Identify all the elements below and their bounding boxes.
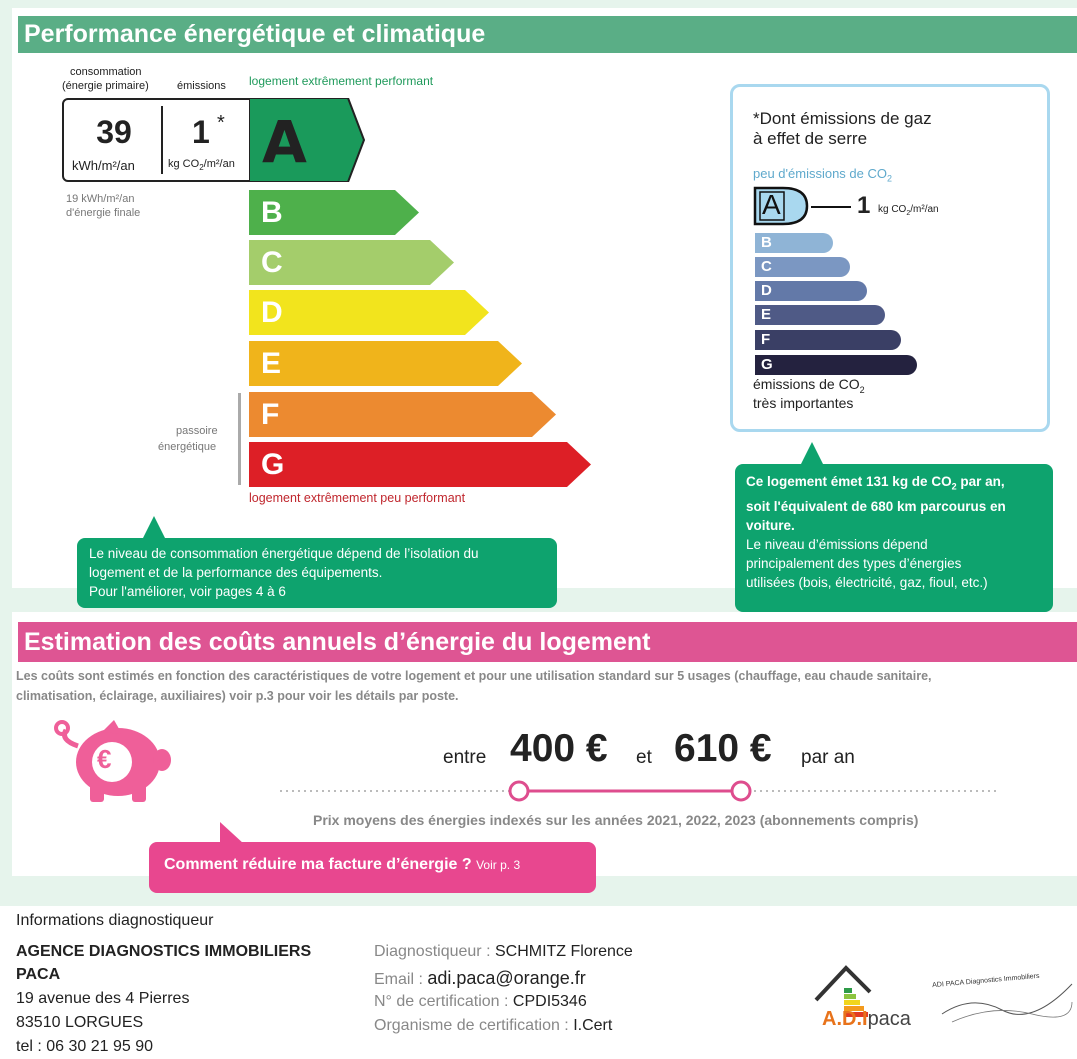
passoire-bracket (238, 393, 241, 485)
diagnostician-heading: Informations diagnostiqueur (16, 912, 214, 929)
co2-class-bar-c (755, 257, 850, 277)
reduce-bill-callout[interactable] (149, 842, 596, 893)
cost-range-bar (280, 778, 1000, 804)
co2-callout-line: Ce logement émet 131 kg de $CO_2$ par an, (746, 474, 1005, 492)
between-label: entre (443, 747, 487, 768)
agency-phone: tel : 06 30 21 95 90 (16, 1038, 153, 1055)
certification-row: N° de certification : CPDI5346 (374, 993, 587, 1010)
consumption-value: 39 (96, 114, 132, 150)
co2-class-label-e: E (761, 306, 772, 323)
co2-callout-line: Le niveau d’émissions dépend (746, 536, 928, 552)
final-energy-label: d'énergie finale (66, 207, 141, 219)
emission-unit: kg $CO_2/m^2/an$ (168, 158, 235, 173)
callout-line: Le niveau de consommation énergétique dépend de l’isolation du (89, 546, 479, 561)
co2-callout-line: principalement des types d’énergies (746, 555, 962, 571)
energy-class-label-a: A (262, 108, 307, 176)
callout-line: Pour l'améliorer, voir pages 4 à 6 (89, 584, 286, 599)
energy-class-bar-e (249, 341, 524, 386)
high-cost: 610 € (674, 727, 772, 770)
co2-class-bar-d (755, 281, 867, 301)
co2-callout (735, 464, 1053, 612)
co2-bottom-label-1: émissions de $CO_2$ (753, 376, 865, 395)
agency-name-2: PACA (16, 966, 61, 983)
co2-title-2: à effet de serre (753, 129, 868, 148)
co2-class-label-d: D (761, 282, 772, 299)
energy-class-label-f: F (261, 398, 280, 431)
low-cost: 400 € (510, 727, 608, 770)
final-energy-value: 19 kWh/m²/an (66, 193, 135, 205)
prices-note: Prix moyens des énergies indexés sur les années 2021, 2022, 2023 (abonnements compris) (313, 812, 919, 828)
consumption-unit: kWh/m²/an (72, 158, 135, 173)
euro-symbol: € (97, 744, 112, 774)
and-label: et (636, 747, 652, 768)
co2-class-bar-f (755, 330, 901, 350)
co2-panel (730, 84, 1050, 432)
co2-callout-line: utilisées (bois, électricité, gaz, fioul, etc.) (746, 574, 988, 590)
co2-class-bar-e (755, 305, 885, 325)
diagnostician-name-row: Diagnostiqueur : SCHMITZ Florence (374, 943, 633, 960)
energy-class-label-d: D (261, 296, 283, 329)
co2-class-label-f: F (761, 331, 771, 348)
emission-value: 1 (192, 114, 210, 150)
passoire-label-2: énergétique (158, 441, 217, 453)
diagnostician-email[interactable]: adi.paca@orange.fr (427, 968, 586, 988)
signature-stamp: ADI PACA Diagnostics Immobiliers (932, 964, 1074, 1028)
diagnostician-email-row: Email : adi.paca@orange.fr (374, 968, 586, 988)
costs-intro-2: climatisation, éclairage, auxiliaires) voir p.3 pour voir les détails par poste. (16, 689, 459, 703)
box-divider (161, 106, 163, 174)
consumption-box (62, 98, 252, 182)
energy-class-bar-g (249, 442, 593, 487)
consumption-sublabel: (énergie primaire) (62, 80, 149, 92)
agency-address-1: 19 avenue des 4 Pierres (16, 990, 190, 1007)
adi-logo-text: A.D.Ipaca (822, 1008, 911, 1030)
energy-class-bar-f (249, 392, 558, 437)
co2-callout-line: soit l'équivalent de 680 km parcourus en (746, 498, 1006, 514)
piggy-bank-icon (52, 716, 172, 804)
energy-class-label-c: C (261, 246, 283, 279)
agency-name-1: AGENCE DIAGNOSTICS IMMOBILIERS (16, 943, 312, 960)
energy-class-bar-d (249, 290, 491, 335)
reduce-bill-question: Comment réduire ma facture d’énergie ? (164, 856, 472, 873)
co2-current-class: A (762, 189, 781, 220)
reduce-callout-pointer (218, 822, 244, 844)
co2-class-label-b: B (761, 234, 772, 251)
co2-callout-line: voiture. (746, 517, 795, 533)
per-year-label: par an (801, 747, 855, 768)
energy-class-label-b: B (261, 196, 283, 229)
co2-bottom-label-2: très importantes (753, 395, 854, 411)
top-performance-label: logement extrêmement performant (249, 74, 434, 88)
energy-class-label-g: G (261, 448, 285, 481)
agency-address-2: 83510 LORGUES (16, 1014, 144, 1031)
co2-leader-line (811, 206, 851, 208)
consumption-label: consommation (70, 66, 142, 78)
co2-class-label-c: C (761, 258, 772, 275)
bottom-performance-label: logement extrêmement peu performant (249, 491, 466, 505)
co2-class-label-g: G (761, 356, 773, 373)
passoire-label-1: passoire (176, 425, 218, 437)
callout-line: logement et de la performance des équipements. (89, 565, 383, 580)
costs-intro-1: Les coûts sont estimés en fonction des caractéristiques de votre logement et pour une utilisation standard sur 5 usages (chauffage, eau chaude sanitaire, (16, 669, 932, 683)
consumption-callout (77, 538, 557, 608)
co2-value: 1 (857, 192, 871, 219)
co2-class-bar-g (755, 355, 917, 375)
co2-unit: kg $CO_2/m^2/an$ (878, 204, 939, 217)
co2-class-bar-b (755, 233, 833, 253)
costs-title: Estimation des coûts annuels d’énergie du logement (18, 622, 1077, 662)
signature-scribble (932, 974, 1074, 1024)
certification-org-row: Organisme de certification : I.Cert (374, 1017, 613, 1034)
co2-top-label: peu d'émissions de $CO_2$ (753, 166, 893, 184)
performance-title: Performance énergétique et climatique (18, 16, 1077, 53)
emissions-label: émissions (177, 80, 226, 92)
reduce-bill-link[interactable]: Voir p. 3 (476, 858, 521, 872)
emission-star: * (217, 112, 225, 134)
callout-pointer (142, 516, 166, 540)
co2-callout-pointer (800, 442, 824, 466)
co2-title-1: *Dont émissions de gaz (753, 109, 932, 128)
energy-class-label-e: E (261, 347, 282, 380)
